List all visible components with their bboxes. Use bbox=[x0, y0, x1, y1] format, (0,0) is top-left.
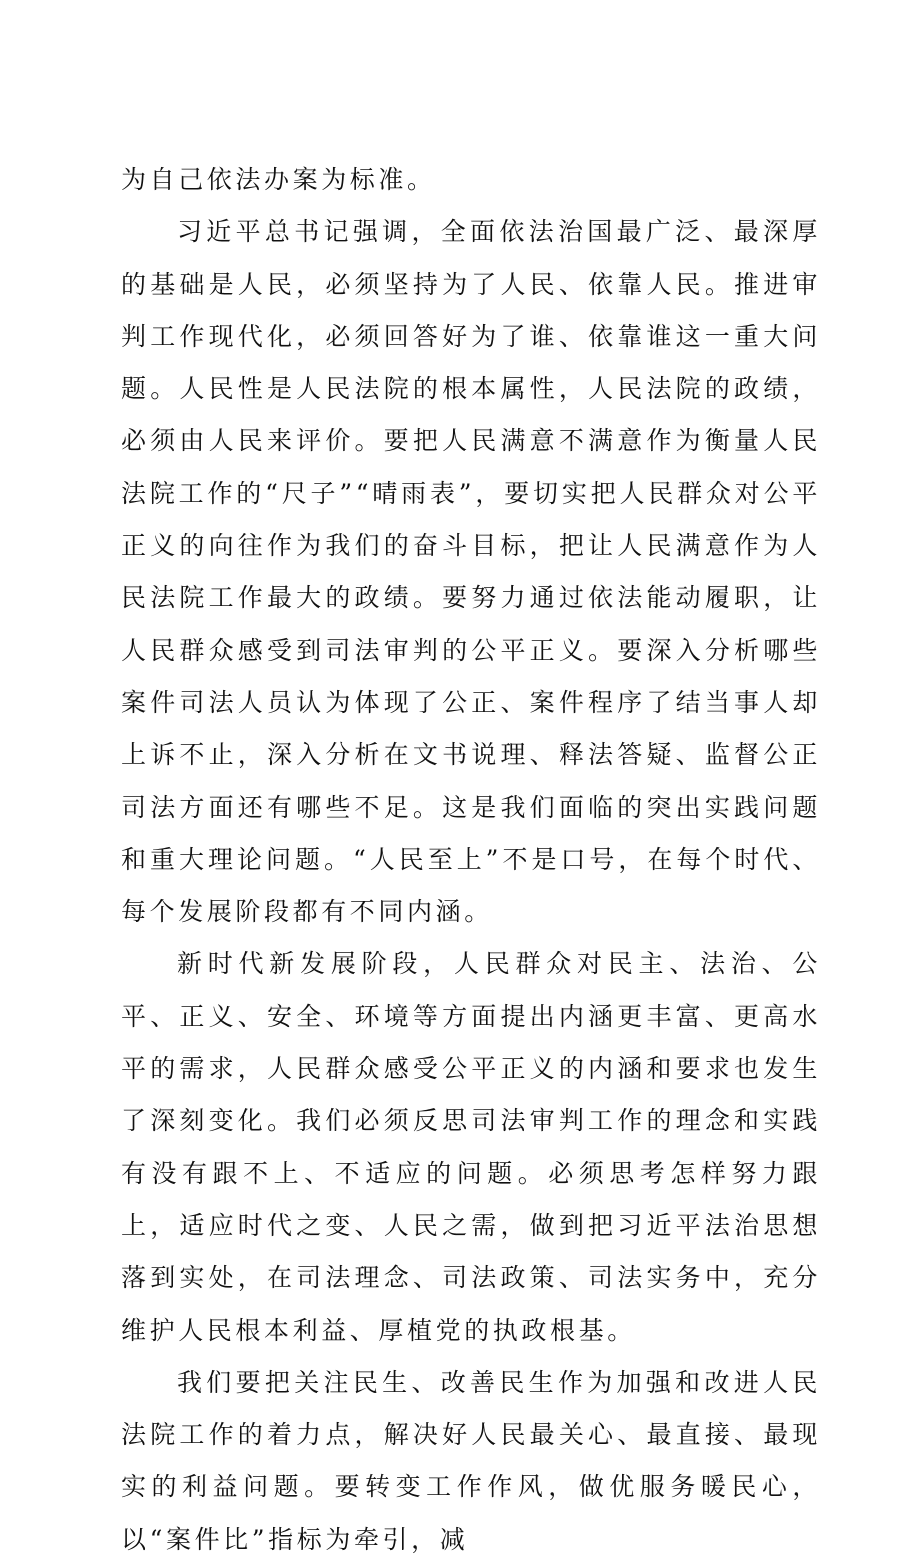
paragraph-new-era: 新时代新发展阶段，人民群众对民主、法治、公平、正义、安全、环境等方面提出内涵更丰富、更高水平的需求，人民群众感受公平正义的内涵和要求也发生了深刻变化。我们必须反思司法审判工作的理念和实践有没有跟不上、不适应的问题。必须思考怎样努力跟上，适应时代之变、人民之需，做到把习近平法治思想落到实处，在司法理念、司法政策、司法实务中，充分维护人民根本利益、厚植党的执政根基。 bbox=[121, 949, 821, 1345]
paragraph-continuation: 为自己依法办案为标准。 bbox=[121, 165, 436, 194]
paragraph-livelihood: 我们要把关注民生、改善民生作为加强和改进人民法院工作的着力点，解决好人民最关心、最直接、最现实的利益问题。要转变工作作风，做优服务暖民心，以“案件比”指标为牵引，减 bbox=[121, 1367, 821, 1554]
paragraph-people-foundation: 习近平总书记强调，全面依法治国最广泛、最深厚的基础是人民，必须坚持为了人民、依靠人民。推进审判工作现代化，必须回答好为了谁、依靠谁这一重大问题。人民性是人民法院的根本属性，人民法院的政绩，必须由人民来评价。要把人民满意不满意作为衡量人民法院工作的“尺子”“晴雨表”，要切实把人民群众对公平正义的向往作为我们的奋斗目标，把让人民满意作为人民法院工作最大的政绩。要努力通过依法能动履职，让人民群众感受到司法审判的公平正义。要深入分析哪些案件司法人员认为体现了公正、案件程序了结当事人却上诉不止，深入分析在文书说理、释法答疑、监督公正司法方面还有哪些不足。这是我们面临的突出实践问题和重大理论问题。“人民至上”不是口号，在每个时代、每个发展阶段都有不同内涵。 bbox=[121, 217, 821, 927]
document-body bbox=[121, 154, 821, 1566]
